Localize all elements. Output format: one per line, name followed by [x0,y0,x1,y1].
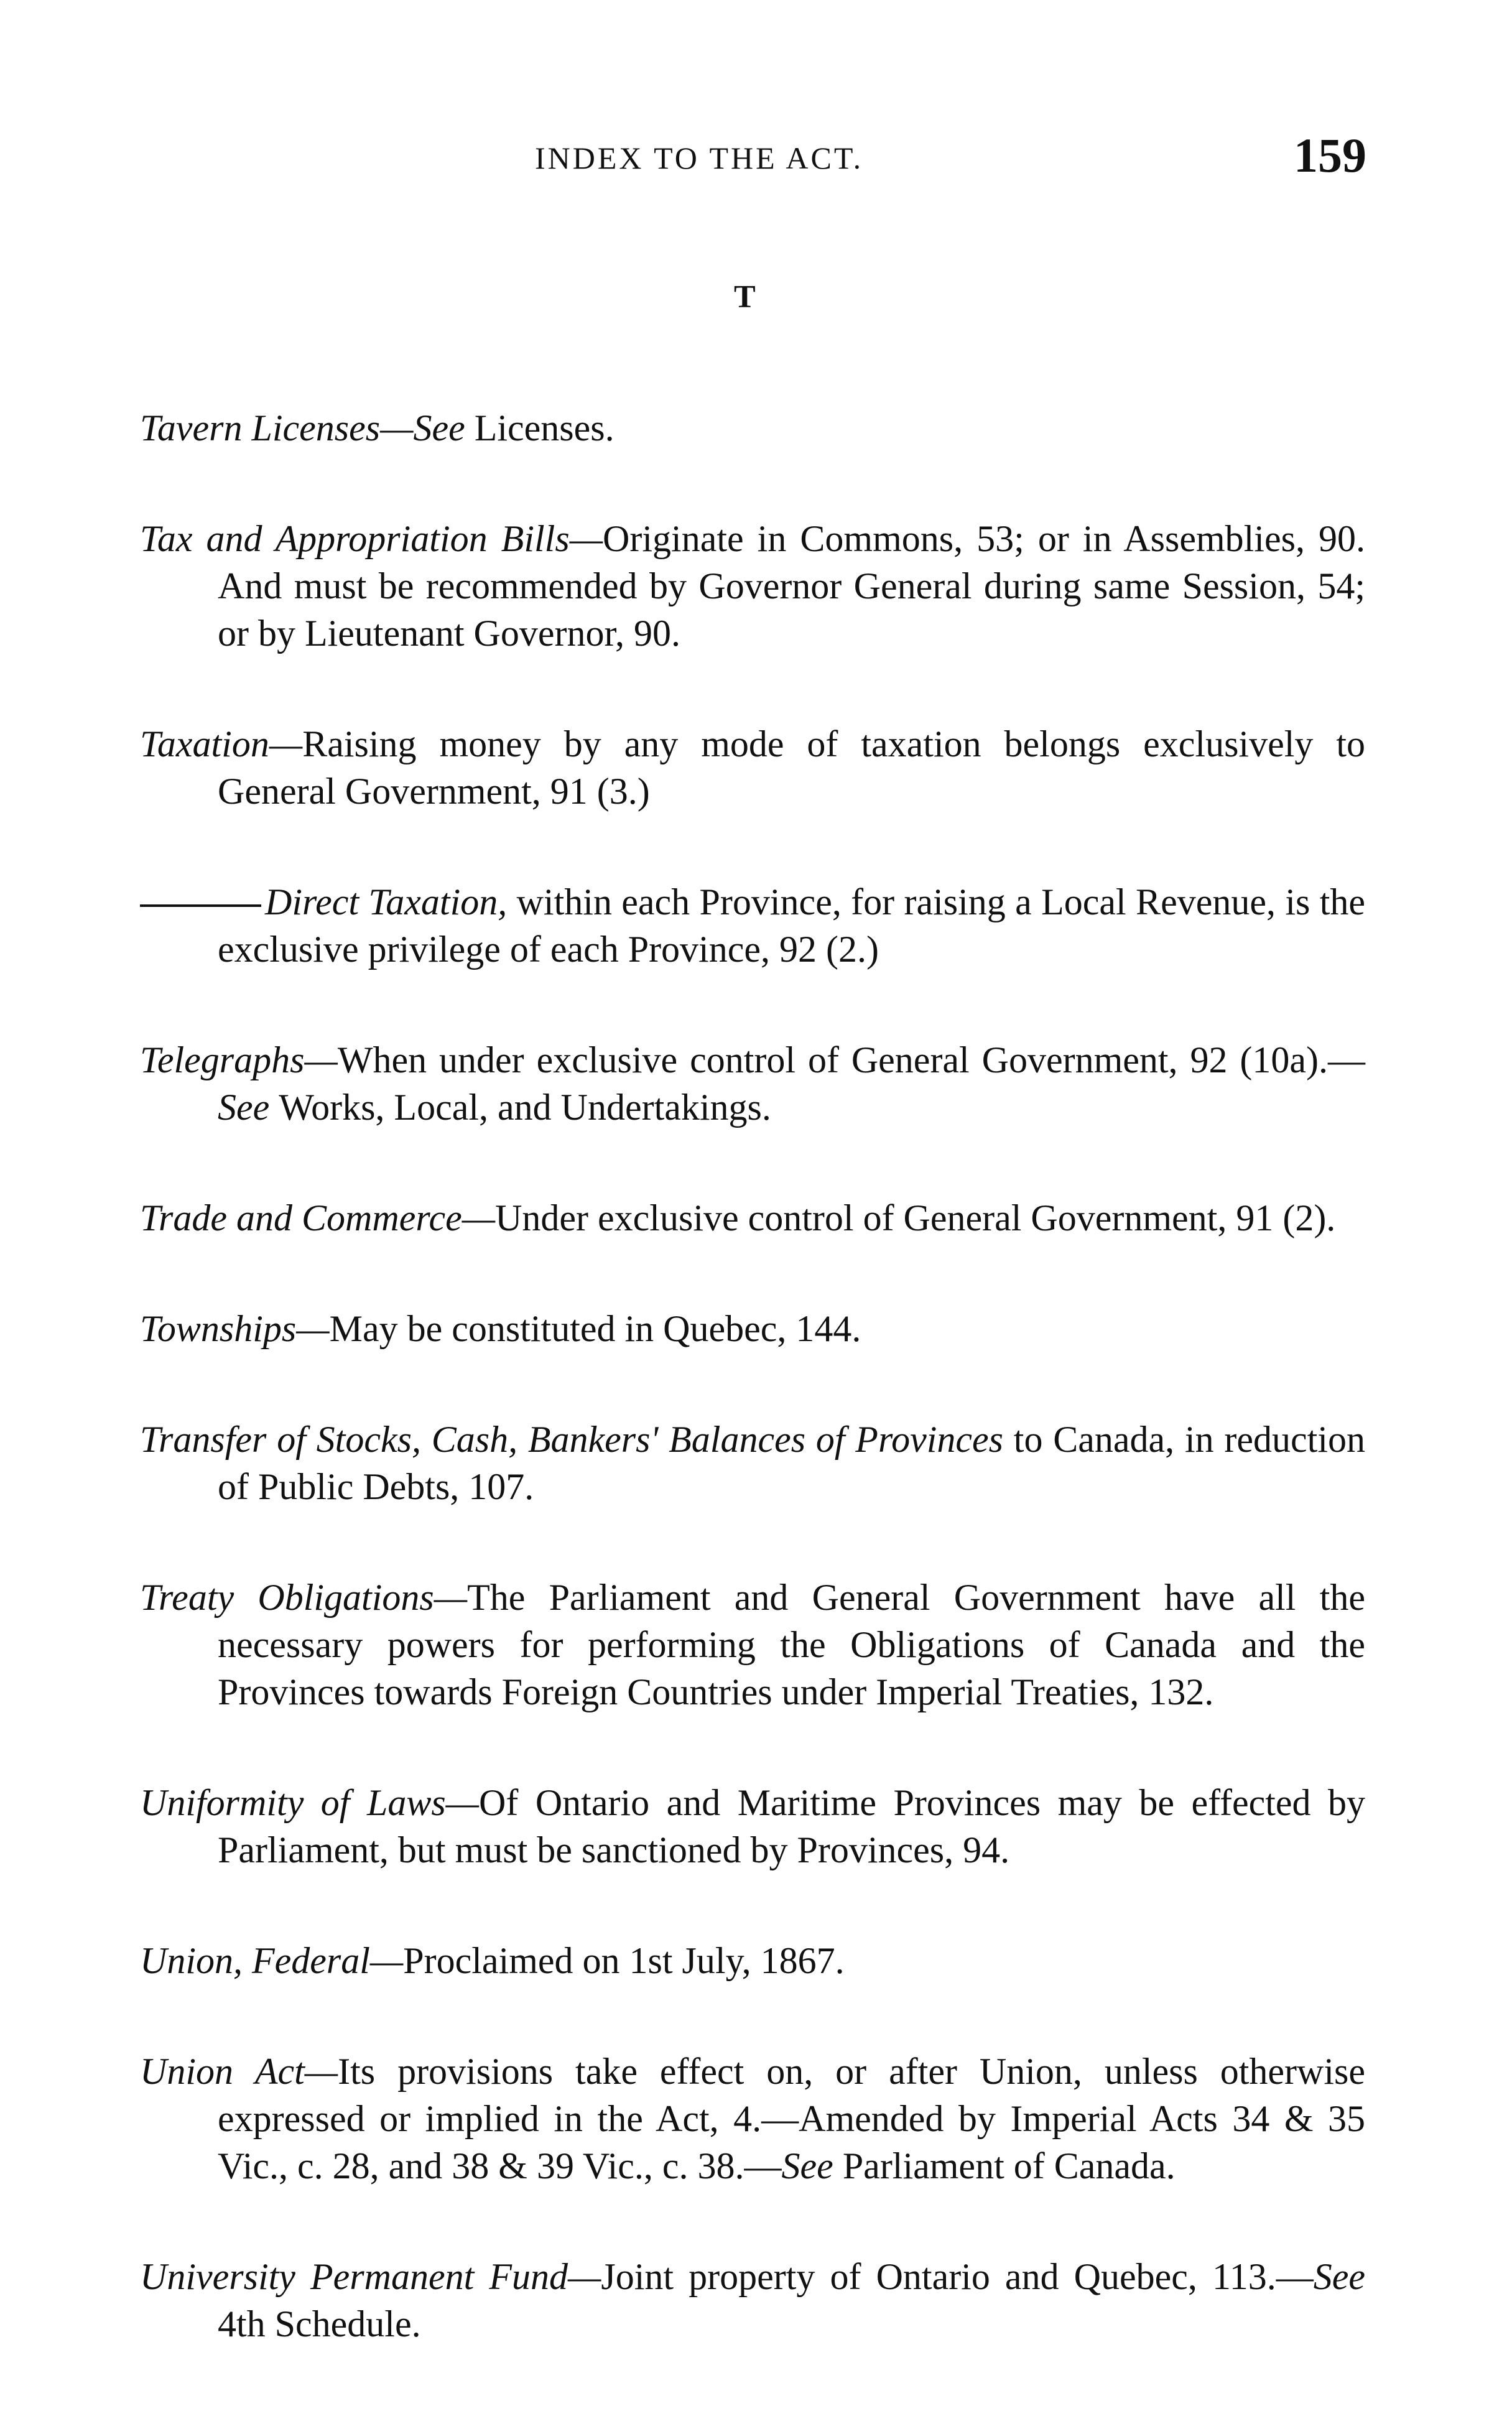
entry-heading: Tavern Licenses—See [140,407,475,448]
entry-heading: Telegraphs— [140,1039,338,1080]
index-entry-taxation [140,720,1365,815]
entry-text: Originate in Commons, 53; or in Assemblies, 90. And must be recommended by Governor General during same Session, 54; or by Lieutenant Governor, 90. [218,518,1365,654]
entry-heading: Direct Taxation, [265,881,508,922]
page-number: 159 [1294,128,1366,182]
section-letter: T [734,279,756,315]
index-entry-university-permanent-fund [140,2253,1365,2348]
entry-heading: Treaty Obligations— [140,1577,468,1618]
entry-text: Licenses. [474,407,615,448]
index-entry-trade-commerce [140,1194,1365,1242]
index-entry-treaty-obligations [140,1574,1365,1716]
index-entries [140,404,1365,2411]
entry-heading: Uniformity of Laws— [140,1782,480,1823]
see-reference: See [1313,2256,1365,2297]
entry-text: Of Ontario and Maritime Provinces may be effected by Parliament, but must be sanctioned by Provinces, 94. [218,1782,1365,1870]
index-entry-union-act [140,2048,1365,2190]
see-reference: See [218,1087,279,1128]
entry-text-tail: Parliament of Canada. [842,2145,1176,2186]
ditto-dash [140,904,261,907]
entry-text: Joint property of Ontario and Quebec, 113.— [601,2256,1314,2297]
entry-text: to Canada, in reduction of Public Debts, 107. [218,1419,1365,1507]
entry-text-tail: Works, Local, and Undertakings. [279,1087,771,1128]
entry-text: Raising money by any mode of taxation belongs exclusively to General Government, 91 (3.) [218,723,1365,812]
entry-heading: Union Act— [140,2051,338,2092]
entry-heading: Trade and Commerce— [140,1197,496,1238]
entry-text: When under exclusive control of General Government, 92 (10a).— [337,1039,1365,1080]
entry-text: Under exclusive control of General Government, 91 (2). [495,1197,1336,1238]
index-subentry-direct-taxation [140,878,1365,973]
entry-heading: Transfer of Stocks, Cash, Bankers' Balances of Provinces [140,1419,1003,1460]
index-entry-union-federal [140,1937,1365,1984]
see-reference: See [781,2145,843,2186]
entry-heading: Union, Federal— [140,1940,404,1981]
entry-heading: Townships— [140,1308,330,1349]
entry-text: Its provisions take effect on, or after Union, unless otherwise expressed or implied in the Act, 4.—Amended by Imperial Acts 34 & 35 Vic., c. 28, and 38 & 39 Vic., c. 38.— [218,2051,1366,2186]
index-entry-tax-appropriation-bills [140,515,1365,657]
running-head [0,128,1512,183]
entry-text: within each Province, for raising a Local Revenue, is the exclusive privilege of each Province, 92 (2.) [218,881,1365,970]
entry-heading: Tax and Appropriation Bills— [140,518,603,559]
entry-heading: University Permanent Fund— [140,2256,601,2297]
entry-text-tail: 4th Schedule. [218,2303,421,2344]
index-entry-telegraphs [140,1036,1365,1131]
entry-text: The Parliament and General Government have all the necessary powers for performing the Obligations of Canada and the Provinces towards Foreign Countries under Imperial Treaties, 132. [218,1577,1365,1712]
entry-text: May be constituted in Quebec, 144. [329,1308,861,1349]
index-entry-transfer-of-stocks [140,1416,1365,1510]
entry-heading: Taxation— [140,723,303,764]
index-entry-tavern-licenses [140,404,1365,452]
index-entry-townships [140,1305,1365,1352]
page-title: INDEX TO THE ACT. [535,141,864,175]
entry-text: Proclaimed on 1st July, 1867. [403,1940,845,1981]
index-entry-uniformity-of-laws [140,1779,1365,1874]
